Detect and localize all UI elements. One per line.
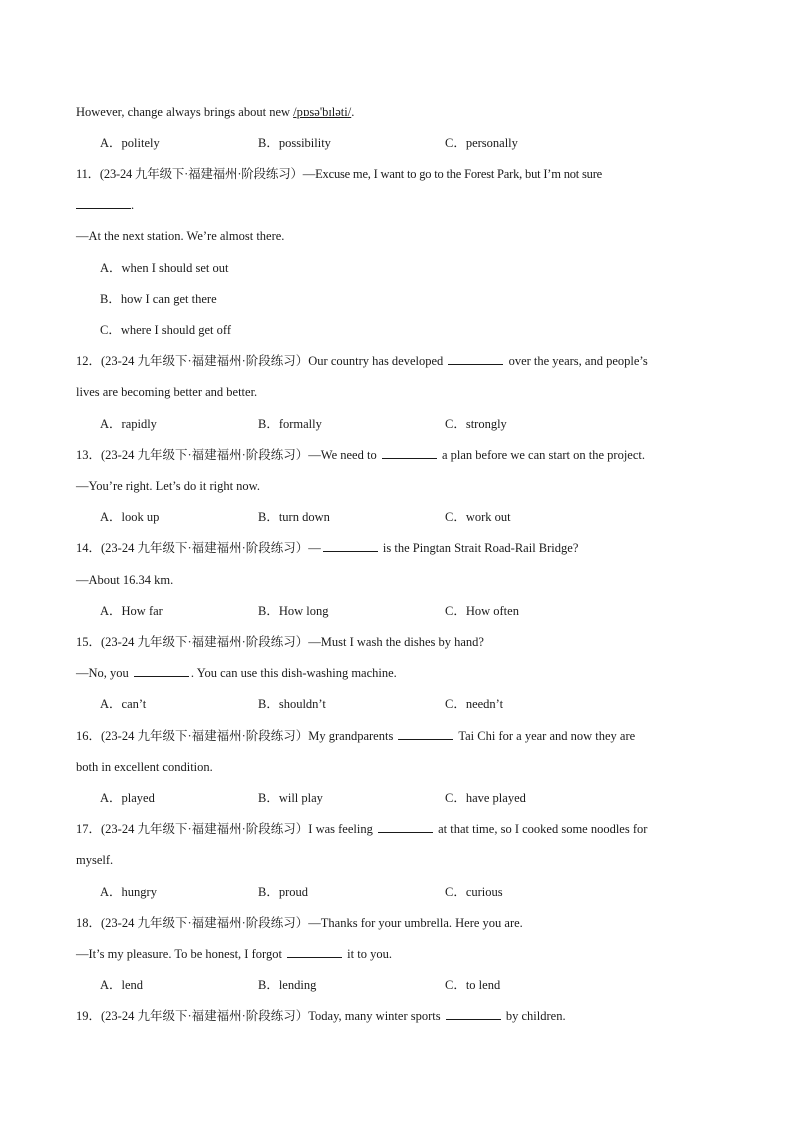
intro-line	[76, 104, 354, 120]
q12-option-c: C．strongly	[445, 417, 507, 431]
intro-end: .	[351, 105, 355, 119]
q13-option-a: A．look up	[100, 510, 160, 524]
q16-option-a: A．played	[100, 791, 155, 805]
q15-reply	[76, 665, 397, 681]
q13-lead: 13．(23-24 九年级下·福建福州·阶段练习）—We need to	[76, 448, 377, 462]
q15-option-a: A．can’t	[100, 697, 147, 711]
q11-option-c: C．where I should get off	[100, 323, 231, 337]
q12-stem	[76, 353, 714, 369]
q14-option-a: A．How far	[100, 604, 163, 618]
q11-stem-cont	[76, 197, 134, 213]
q13-options	[100, 509, 720, 525]
answer-blank	[323, 540, 378, 552]
q10-option-c: C．personally	[445, 136, 518, 150]
q11-reply: —At the next station. We’re almost there.	[76, 229, 285, 243]
q11-option-b: B．how I can get there	[100, 292, 217, 306]
q16-lead: 16．(23-24 九年级下·福建福州·阶段练习）My grandparents	[76, 729, 394, 743]
q11-lead: 11．(23-24 九年级下·福建福州·阶段练习）—Excuse me, I want to go to the Forest Park, but I’m not sure	[76, 167, 603, 181]
q11-option-a: A．when I should set out	[100, 261, 229, 275]
q13-option-c: C．work out	[445, 510, 511, 524]
q16-option-c: C．have played	[445, 791, 526, 805]
phonetic-text: /pɒsə'bɪləti/	[293, 105, 352, 119]
answer-blank	[287, 946, 342, 958]
intro-text: However, change always brings about new	[76, 105, 294, 119]
q16-tail: Tai Chi for a year and now they are	[458, 729, 636, 743]
q18-option-b: B．lending	[258, 978, 317, 992]
q19-lead: 19．(23-24 九年级下·福建福州·阶段练习）Today, many winter sports	[76, 1009, 441, 1023]
q15-options	[100, 696, 720, 712]
q14-option-c: C．How often	[445, 604, 519, 618]
q12-options	[100, 416, 720, 432]
q11-stem	[76, 166, 714, 182]
q17-options	[100, 884, 720, 900]
answer-blank	[398, 728, 453, 740]
q13-tail: a plan before we can start on the project.	[441, 448, 645, 462]
q17-lead: 17．(23-24 九年级下·福建福州·阶段练习）I was feeling	[76, 822, 373, 836]
q16-option-b: B．will play	[258, 791, 323, 805]
q13-reply: —You’re right. Let’s do it right now.	[76, 479, 261, 493]
q14-tail: is the Pingtan Strait Road-Rail Bridge?	[382, 541, 579, 555]
q17-stem-cont: myself.	[76, 853, 114, 867]
q15-reply-tail: . You can use this dish-washing machine.	[190, 666, 397, 680]
q14-lead: 14．(23-24 九年级下·福建福州·阶段练习）—	[76, 541, 321, 555]
q13-option-b: B．turn down	[258, 510, 330, 524]
q19-tail: by children.	[505, 1009, 566, 1023]
q12-option-b: B．formally	[258, 417, 322, 431]
q12-lead: 12．(23-24 九年级下·福建福州·阶段练习）Our country has developed	[76, 354, 444, 368]
q17-option-b: B．proud	[258, 885, 309, 899]
q18-reply-lead: —It’s my pleasure. To be honest, I forgot	[76, 947, 282, 961]
q10-option-a: A．politely	[100, 136, 160, 150]
q17-option-a: A．hungry	[100, 885, 157, 899]
q12-tail: over the years, and people’s	[508, 354, 648, 368]
q16-stem-cont: both in excellent condition.	[76, 760, 213, 774]
q14-options	[100, 603, 720, 619]
q18-option-a: A．lend	[100, 978, 144, 992]
q16-stem	[76, 728, 714, 744]
q18-options	[100, 977, 720, 993]
q14-reply: —About 16.34 km.	[76, 573, 174, 587]
answer-blank	[446, 1008, 501, 1020]
q17-option-c: C．curious	[445, 885, 503, 899]
q14-stem	[76, 540, 714, 556]
answer-blank	[448, 353, 503, 365]
q17-tail: at that time, so I cooked some noodles for	[438, 822, 648, 836]
answer-blank	[382, 447, 437, 459]
q18-stem: 18．(23-24 九年级下·福建福州·阶段练习）—Thanks for your umbrella. Here you are.	[76, 916, 523, 930]
q15-reply-lead: —No, you	[76, 666, 129, 680]
q17-stem	[76, 821, 714, 837]
q16-options	[100, 790, 720, 806]
q15-option-b: B．shouldn’t	[258, 697, 326, 711]
answer-blank	[134, 665, 189, 677]
q11-cont-end: .	[131, 198, 135, 212]
q13-stem	[76, 447, 714, 463]
answer-blank	[76, 197, 131, 209]
q10-options	[100, 135, 720, 151]
q14-option-b: B．How long	[258, 604, 329, 618]
q10-option-b: B．possibility	[258, 136, 331, 150]
q12-stem-cont: lives are becoming better and better.	[76, 385, 258, 399]
q18-option-c: C．to lend	[445, 978, 501, 992]
q18-reply	[76, 946, 392, 962]
q15-stem: 15．(23-24 九年级下·福建福州·阶段练习）—Must I wash the dishes by hand?	[76, 635, 484, 649]
q19-stem	[76, 1008, 714, 1024]
q15-option-c: C．needn’t	[445, 697, 504, 711]
q18-reply-tail: it to you.	[347, 947, 392, 961]
answer-blank	[378, 821, 433, 833]
q12-option-a: A．rapidly	[100, 417, 157, 431]
